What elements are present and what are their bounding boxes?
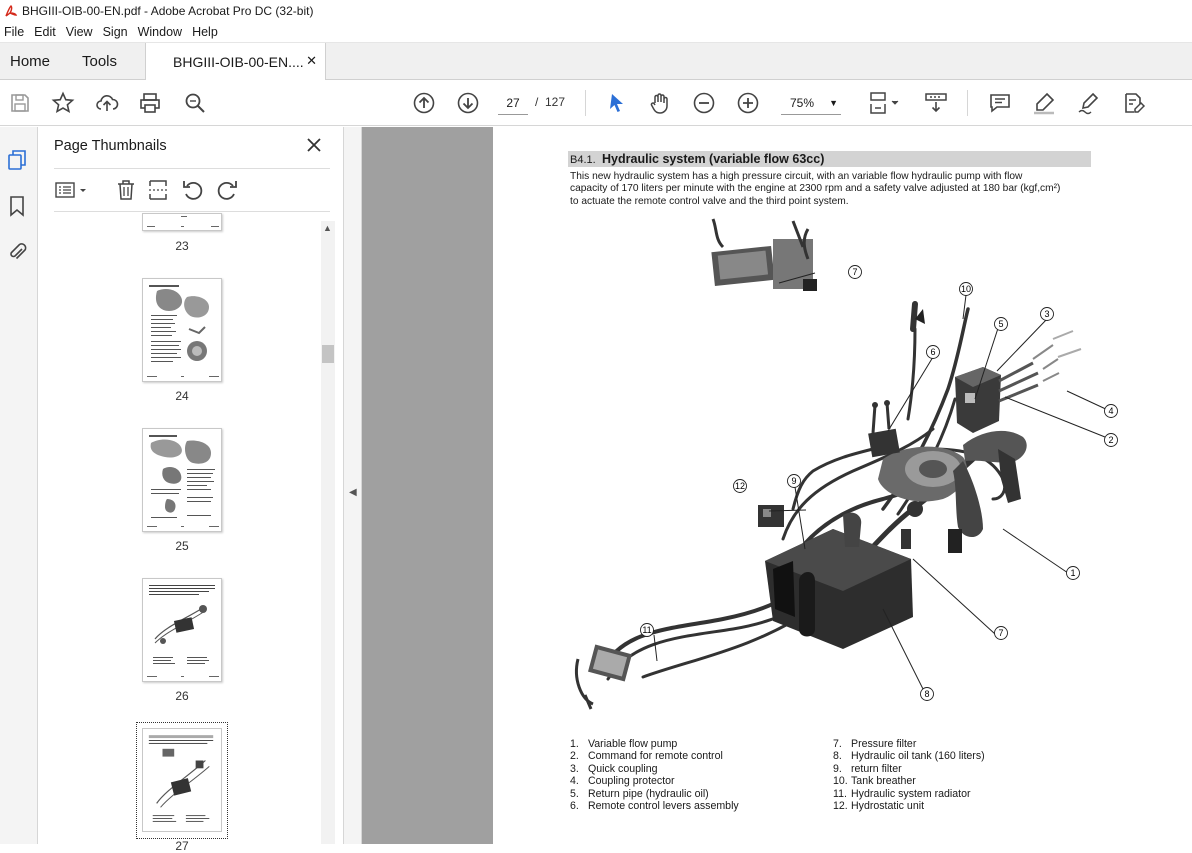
legend-item: 11. Hydraulic system radiator bbox=[833, 787, 971, 800]
legend-item: 4. Coupling protector bbox=[570, 775, 675, 788]
callout-2 bbox=[1105, 434, 1118, 447]
page-thumbnails-icon[interactable] bbox=[6, 149, 28, 171]
callout-3 bbox=[1041, 308, 1054, 321]
thumbnails-scrollbar[interactable] bbox=[321, 221, 335, 844]
thumbnail-options-icon[interactable] bbox=[54, 178, 90, 202]
page-thumbnail-label: 27 bbox=[175, 839, 189, 853]
legend-item: 10. Tank breather bbox=[833, 775, 916, 788]
fill-sign-icon[interactable] bbox=[1121, 91, 1145, 115]
highlight-pen-icon[interactable] bbox=[1032, 91, 1056, 115]
page-thumbnail-label: 25 bbox=[175, 539, 189, 553]
callout-11 bbox=[641, 624, 654, 637]
menu-help[interactable]: Help bbox=[192, 25, 218, 39]
window-title: BHGIII-OIB-00-EN.pdf - Adobe Acrobat Pro DC (32-bit) bbox=[22, 4, 314, 18]
legend-item: 2. Command for remote control bbox=[570, 750, 723, 763]
lever-assembly-shape bbox=[868, 400, 900, 457]
callout-label: 3 bbox=[1044, 309, 1050, 320]
toolbar-divider bbox=[585, 90, 586, 116]
panel-title: Page Thumbnails bbox=[54, 138, 167, 154]
tab-tools[interactable]: Tools bbox=[82, 53, 118, 70]
menu-bar bbox=[0, 22, 1192, 43]
scrollbar-thumb[interactable] bbox=[322, 345, 334, 363]
callout-label: 10 bbox=[960, 284, 972, 295]
page-thumbnail-label: 23 bbox=[175, 239, 189, 253]
menu-sign[interactable]: Sign bbox=[102, 25, 128, 39]
select-cursor-icon[interactable] bbox=[605, 91, 629, 115]
acrobat-icon bbox=[4, 4, 18, 18]
section-title: Hydraulic system (variable flow 63cc) bbox=[602, 152, 825, 166]
callout-10 bbox=[960, 283, 973, 296]
page-thumbnail[interactable] bbox=[142, 428, 222, 532]
intro-line: This new hydraulic system has a high pressure circuit, with an variable flow hydraulic pump with flow bbox=[570, 171, 1023, 182]
comment-icon[interactable] bbox=[988, 91, 1012, 115]
callout-12 bbox=[734, 480, 747, 493]
legend-left-column bbox=[570, 738, 739, 812]
page-thumbnail-label: 24 bbox=[175, 389, 189, 403]
callout-8 bbox=[921, 688, 934, 701]
page-separator: / bbox=[535, 95, 539, 109]
callout-label: 12 bbox=[734, 481, 746, 492]
page-total: 127 bbox=[545, 95, 566, 109]
tab-document-label: BHGIII-OIB-00-EN.... bbox=[173, 53, 304, 70]
callout-label: 4 bbox=[1108, 406, 1114, 417]
callout-label: 7 bbox=[852, 267, 858, 278]
main-toolbar bbox=[0, 80, 1192, 126]
callout-7-bottom bbox=[995, 627, 1008, 640]
page-thumbnail-selected[interactable] bbox=[136, 722, 228, 839]
hydraulic-system-diagram bbox=[553, 209, 1153, 729]
callout-label: 2 bbox=[1108, 435, 1114, 446]
callout-label: 8 bbox=[924, 689, 930, 700]
callout-label: 11 bbox=[642, 625, 652, 636]
section-heading bbox=[568, 151, 1091, 167]
callout-9 bbox=[788, 475, 801, 488]
page-thumbnail-label: 26 bbox=[175, 689, 189, 703]
close-tab-icon[interactable]: ✕ bbox=[306, 53, 317, 68]
tab-bar bbox=[0, 43, 1192, 80]
menu-window[interactable]: Window bbox=[137, 25, 183, 39]
menu-view[interactable]: View bbox=[65, 25, 93, 39]
page-thumbnail[interactable] bbox=[142, 278, 222, 382]
legend-item: 7. Pressure filter bbox=[833, 738, 917, 750]
callout-1 bbox=[1067, 567, 1080, 580]
document-viewport[interactable] bbox=[362, 127, 1192, 844]
scroll-up-arrow-icon[interactable]: ▲ bbox=[323, 223, 332, 233]
pump-inset-image bbox=[704, 213, 819, 301]
chevron-down-icon: ▼ bbox=[829, 98, 838, 108]
legend-item: 3. Quick coupling bbox=[570, 762, 658, 775]
extract-pages-icon[interactable] bbox=[147, 178, 171, 202]
attachments-paperclip-icon[interactable] bbox=[6, 241, 28, 263]
divider bbox=[54, 168, 330, 169]
page-thumbnails-panel bbox=[38, 127, 344, 853]
panel-collapse-strip[interactable] bbox=[344, 127, 362, 844]
left-icon-rail bbox=[0, 127, 38, 844]
callout-label: 7 bbox=[998, 628, 1004, 639]
zoom-level-select[interactable] bbox=[781, 91, 841, 115]
zoom-in-icon[interactable] bbox=[736, 91, 760, 115]
legend-item: 9. return filter bbox=[833, 762, 902, 775]
collapse-left-arrow-icon[interactable]: ◀ bbox=[349, 487, 357, 498]
legend-item: 8. Hydraulic oil tank (160 liters) bbox=[833, 750, 985, 763]
toolbar-divider bbox=[967, 90, 968, 116]
callout-label: 9 bbox=[791, 476, 797, 487]
callout-label: 6 bbox=[930, 347, 936, 358]
valve-block-shape bbox=[955, 331, 1081, 433]
zoom-search-icon[interactable] bbox=[183, 91, 207, 115]
title-bar bbox=[0, 0, 1192, 22]
intro-paragraph bbox=[570, 171, 1093, 208]
page-number-input[interactable]: 27 bbox=[498, 91, 528, 115]
page-thumbnail[interactable] bbox=[142, 213, 222, 231]
divider bbox=[54, 211, 330, 212]
scroll-mode-icon[interactable] bbox=[924, 91, 948, 115]
next-page-icon[interactable] bbox=[456, 91, 480, 115]
zoom-out-icon[interactable] bbox=[692, 91, 716, 115]
callout-label: 5 bbox=[998, 319, 1004, 330]
tab-document[interactable] bbox=[145, 43, 326, 80]
page-thumbnail[interactable] bbox=[142, 578, 222, 682]
legend-right-column bbox=[833, 738, 985, 812]
zoom-level-value: 75% bbox=[790, 96, 815, 110]
callout-7-top bbox=[849, 266, 862, 279]
legend-item: 6. Remote control levers assembly bbox=[570, 800, 739, 813]
callout-5 bbox=[995, 318, 1008, 331]
callout-4 bbox=[1105, 405, 1118, 418]
callout-group bbox=[641, 266, 1118, 701]
page-fit-icon[interactable] bbox=[868, 91, 902, 115]
section-number: B4.1. bbox=[570, 154, 596, 166]
bookmarks-icon[interactable] bbox=[6, 195, 28, 217]
print-icon[interactable] bbox=[138, 91, 162, 115]
delete-page-icon[interactable] bbox=[114, 178, 138, 202]
upload-cloud-icon[interactable] bbox=[95, 91, 119, 115]
hand-tool-icon[interactable] bbox=[648, 91, 672, 115]
intro-line: to actuate the remote control valve and the third point system. bbox=[570, 195, 849, 207]
rotate-counterclockwise-icon[interactable] bbox=[181, 178, 205, 202]
intro-line: capacity of 170 liters per minute with the engine at 2300 rpm and a safety valve adjusted at 180 bar (kgf,cm²) bbox=[570, 183, 1061, 195]
callout-label: 1 bbox=[1070, 568, 1076, 579]
legend-item: 12. Hydrostatic unit bbox=[833, 800, 925, 813]
callout-6 bbox=[927, 346, 940, 359]
bookmark-star-icon[interactable] bbox=[51, 91, 75, 115]
save-icon[interactable] bbox=[8, 91, 32, 115]
menu-edit[interactable]: Edit bbox=[34, 25, 56, 39]
oil-tank-shape bbox=[765, 529, 913, 649]
legend-item: 5. Return pipe (hydraulic oil) bbox=[570, 787, 709, 800]
menu-file[interactable]: File bbox=[4, 25, 25, 39]
sign-pen-icon[interactable] bbox=[1076, 91, 1100, 115]
pdf-page bbox=[493, 127, 1192, 844]
rotate-clockwise-icon[interactable] bbox=[215, 178, 239, 202]
legend-item: 1. Variable flow pump bbox=[570, 738, 678, 750]
close-panel-icon[interactable] bbox=[304, 135, 324, 155]
tab-home[interactable]: Home bbox=[10, 53, 51, 70]
previous-page-icon[interactable] bbox=[412, 91, 436, 115]
